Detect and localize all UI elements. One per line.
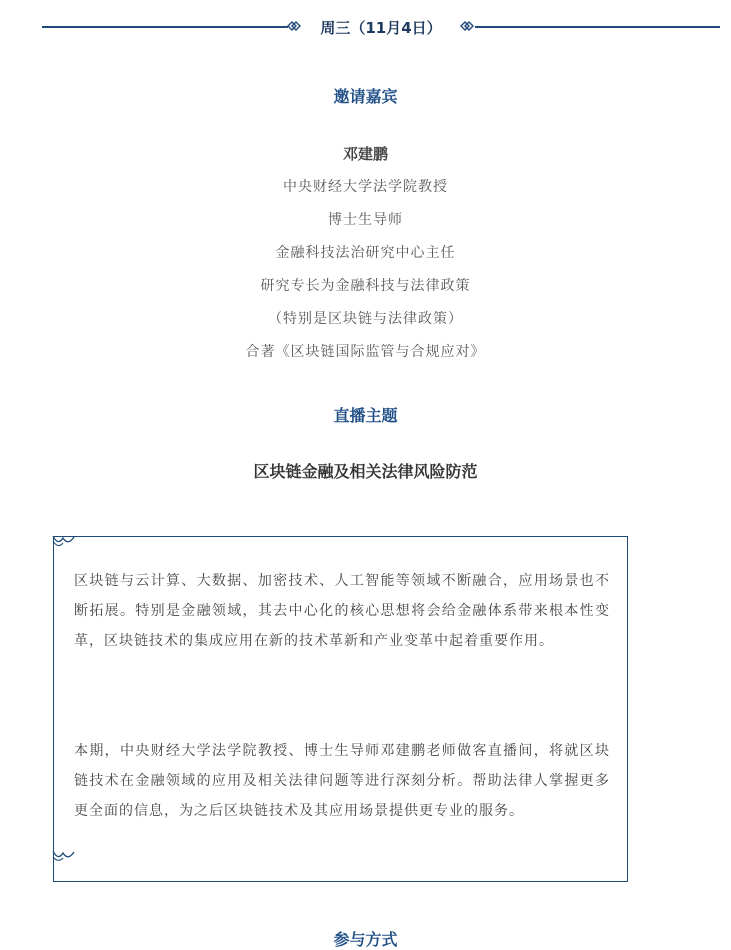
wave-ornament-icon (52, 849, 76, 863)
guest-title-line: 博士生导师 (328, 212, 403, 228)
participation-section-title: 参与方式 (333, 930, 398, 949)
guest-name: 邓建鹏 (342, 145, 388, 163)
description-paragraph: 区块链与云计算、大数据、加密技术、人工智能等领域不断融合，应用场景也不断拓展。特别是金融领域，其去中心化的核心思想将会给金融体系带来根本性变革，区块链技术的集成应用在新的技术革新和产业变革中起着重要作用。 (74, 573, 610, 649)
guest-title-line: （特别是区块链与法律政策） (268, 311, 463, 327)
live-section-title: 直播主题 (333, 406, 398, 425)
double-diamond-icon (286, 17, 306, 35)
day-title: 周三（11月4日） (320, 19, 442, 37)
guest-title-line: 中央财经大学法学院教授 (283, 179, 448, 195)
day-header (0, 14, 731, 42)
guests-section-title: 邀请嘉宾 (333, 87, 398, 106)
live-topic: 区块链金融及相关法律风险防范 (253, 462, 478, 481)
guest-title-line: 研究专长为金融科技与法律政策 (260, 278, 471, 294)
guest-title-line: 金融科技法治研究中心主任 (275, 245, 456, 261)
guest-title-line: 合著《区块链国际监管与合规应对》 (245, 344, 486, 360)
double-diamond-icon (455, 17, 475, 35)
header-divider-right (475, 26, 720, 28)
header-divider-left (42, 26, 288, 28)
wave-ornament-icon (52, 535, 76, 549)
description-paragraph: 本期，中央财经大学法学院教授、博士生导师邓建鹏老师做客直播间，将就区块链技术在金融领域的应用及相关法律问题等进行深刻分析。帮助法律人掌握更多更全面的信息，为之后区块链技术及其应用场景提供更专业的服务。 (74, 743, 610, 819)
description-box (53, 536, 628, 882)
